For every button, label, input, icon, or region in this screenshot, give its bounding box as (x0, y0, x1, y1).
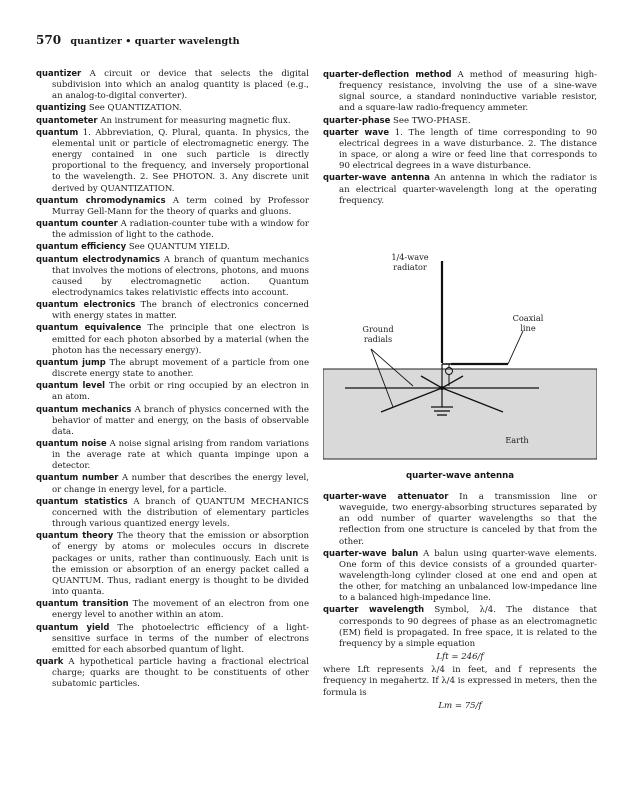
entry-term: quantum electrodynamics (36, 253, 161, 264)
dictionary-entry (36, 404, 309, 438)
earth-label: Earth (505, 434, 529, 445)
page-number: 570 (36, 33, 62, 47)
entry-definition: An antenna in which the radiator is an electrical quarter-wavelength long at the operating frequency. (339, 173, 597, 206)
dictionary-entry (323, 127, 597, 173)
entry-definition: The theory that the emission or absorption of energy by atoms or molecules occurs in discrete packages or units, rather than continuously. Each unit is the emission or absorption of an energy packet called a QUANTUM. Thus, radiant energy is thought to be divided into quanta. (52, 531, 309, 598)
entry-term: quarter wavelength (323, 604, 425, 615)
entry-definition: In a transmission line or waveguide, two energy-absorbing structures separated by an odd number of quarter wavelengths so that the reflection from one structure is canceled by that from the other. (339, 491, 597, 547)
formula-explanation: where Lft represents λ/4 in feet, and f represents the frequency in megahertz. If λ/4 is expressed in meters, then the formula is (323, 665, 597, 698)
entry-definition: The branch of electronics concerned with energy states in matter. (52, 300, 309, 322)
dictionary-entry (36, 598, 309, 621)
right-column (323, 69, 597, 714)
entry-term: quarter wave (323, 126, 390, 137)
dictionary-entry (36, 622, 309, 656)
dictionary-entry (36, 115, 309, 127)
entry-term: quantum theory (36, 530, 114, 541)
entry-term: quantum jump (36, 356, 106, 367)
entry-definition: The principle that one electron is emitted for each photon absorbed by a material (when the photon has the necessary energy). (52, 323, 309, 356)
dictionary-entry (36, 380, 309, 403)
dictionary-entry (36, 357, 309, 380)
dictionary-entry (36, 254, 309, 300)
dictionary-entry (36, 127, 309, 195)
dictionary-entry (36, 530, 309, 598)
coaxial-line-label: Coaxial line (512, 312, 544, 333)
dictionary-entry (36, 218, 309, 241)
entry-term: quantum number (36, 472, 119, 483)
dictionary-entry (36, 299, 309, 322)
earth-region (323, 369, 597, 459)
dictionary-entry (36, 322, 309, 356)
entry-definition: A noise signal arising from random variations in the average rate at which quanta impinge upon a detector. (52, 439, 309, 472)
entry-definition: Symbol, λ/4. The distance that corresponds to 90 degrees of phase as an electromagnetic (EM) field is propagated. In free space, it is related to the frequency by a simple equation (339, 605, 597, 649)
entry-term: quantum transition (36, 598, 129, 609)
dictionary-entry (323, 491, 597, 548)
entry-definition: An instrument for measuring magnetic flux. (97, 115, 291, 126)
left-column (36, 68, 309, 690)
entry-term: quark (36, 655, 64, 666)
entry-definition: A branch of physics concerned with the behavior of matter and energy, on the basis of observable data. (52, 404, 309, 437)
radiator-label: 1/4-wave radiator (391, 251, 429, 272)
entry-definition: A branch of quantum mechanics that involves the motions of electrons, photons, and muons caused by electromagnetic action. Quantum electrodynamics takes relativistic effects into account. (52, 254, 309, 298)
entry-term: quarter-wave attenuator (323, 490, 449, 501)
entry-term: quantum efficiency (36, 241, 127, 252)
dictionary-entry (36, 656, 309, 690)
entry-definition: A circuit or device that selects the digital subdivision into which an analog quantity is placed (e.g., an analog-to-digital converter). (52, 69, 309, 102)
entry-term: quarter-phase (323, 114, 391, 125)
entry-term: quantum (36, 126, 79, 137)
entry-definition: A hypothetical particle having a fractional electrical charge; quarks are thought to be constituents of other subatomic particles. (52, 656, 309, 690)
entry-term: quantum chromodynamics (36, 194, 166, 205)
dictionary-entry (36, 195, 309, 218)
dictionary-entry (323, 69, 597, 115)
entry-definition: See QUANTUM YIELD. (126, 242, 230, 253)
entry-term: quantum level (36, 380, 106, 391)
entry-definition: See TWO-PHASE. (390, 115, 471, 126)
entry-definition: A radiation-counter tube with a window for the admission of light to the cathode. (52, 219, 309, 241)
entry-definition: 1. Abbreviation, Q. Plural, quanta. In physics, the elemental unit or particle of electromagnetic energy. The energy contained in one such particle is directly proportional to the frequency, and inversely proportional to the wavelength. 2. See PHOTON. 3. Any discrete unit derived by QUANTIZATION. (52, 127, 309, 194)
running-header (36, 33, 240, 47)
dictionary-entry (36, 472, 309, 495)
dictionary-entry (323, 172, 597, 206)
entry-definition: A balun using quarter-wave elements. One form of this device consists of a grounded quarter-wavelength-long cylinder closed at one end and open at the other, for matching an unbalanced low-impedance line to a balanced high-impedance line. (339, 548, 597, 604)
ground-radials-label: Ground radials (362, 323, 394, 344)
entry-definition: A number that describes the energy level, or change in energy level, for a particle. (52, 473, 309, 495)
entry-definition: A branch of QUANTUM MECHANICS concerned with the distribution of elementary particles through various quantized energy levels. (52, 496, 309, 530)
dictionary-entry (323, 604, 597, 650)
entry-term: quarter-deflection method (323, 69, 452, 79)
entry-term: quarter-wave antenna (323, 172, 430, 183)
dictionary-entry (36, 438, 309, 472)
entry-term: quarter-wave balun (323, 547, 419, 558)
entry-definition: The orbit or ring occupied by an electron in an atom. (52, 381, 309, 403)
entry-definition: 1. The length of time corresponding to 90 electrical degrees in a wave disturbance. 2. The distance in space, or along a wire or feed line that corresponds to 90 electrical degrees in a wave disturbance. (339, 127, 598, 172)
formula-feet: Lft = 246/f (436, 652, 484, 663)
entry-definition: See QUANTIZATION. (86, 103, 182, 114)
dictionary-entry (323, 115, 597, 127)
dictionary-entry (36, 102, 309, 114)
entry-term: quantum equivalence (36, 322, 142, 333)
entry-definition: The abrupt movement of a particle from one discrete energy state to another. (52, 357, 310, 380)
formula-meters: Lm = 75/f (438, 700, 482, 711)
figure-caption: quarter-wave antenna (405, 470, 515, 481)
entry-definition: A term coined by Professor Murray Gell-Mann for the theory of quarks and gluons. (52, 195, 309, 217)
dictionary-entry (36, 241, 309, 253)
entry-definition: The photoelectric efficiency of a light-sensitive surface in terms of the number of electrons emitted for each absorbed quantum of light. (52, 622, 309, 655)
dictionary-entry (36, 68, 309, 102)
quarter-wave-antenna-figure (323, 221, 597, 481)
antenna-diagram (323, 221, 597, 471)
dictionary-entry (323, 548, 597, 605)
header-title: quantizer • quarter wavelength (70, 36, 240, 47)
dictionary-entry (36, 496, 309, 530)
entry-term: quantum mechanics (36, 403, 132, 414)
entry-term: quantum yield (36, 621, 110, 632)
entry-term: quantometer (36, 114, 98, 125)
entry-definition: A method of measuring high-frequency resistance, involving the use of a sine-wave signal source, a standard noninductive variable resistor, and a square-law radio-frequency ammeter. (339, 70, 597, 114)
entry-definition: The movement of an electron from one energy level to another within an atom. (52, 599, 309, 621)
entry-term: quantum electronics (36, 299, 136, 310)
entry-term: quantum statistics (36, 495, 128, 506)
entry-term: quantizer (36, 68, 82, 78)
entry-term: quantum noise (36, 438, 107, 448)
entry-term: quantum counter (36, 218, 118, 229)
entry-term: quantizing (36, 102, 87, 113)
